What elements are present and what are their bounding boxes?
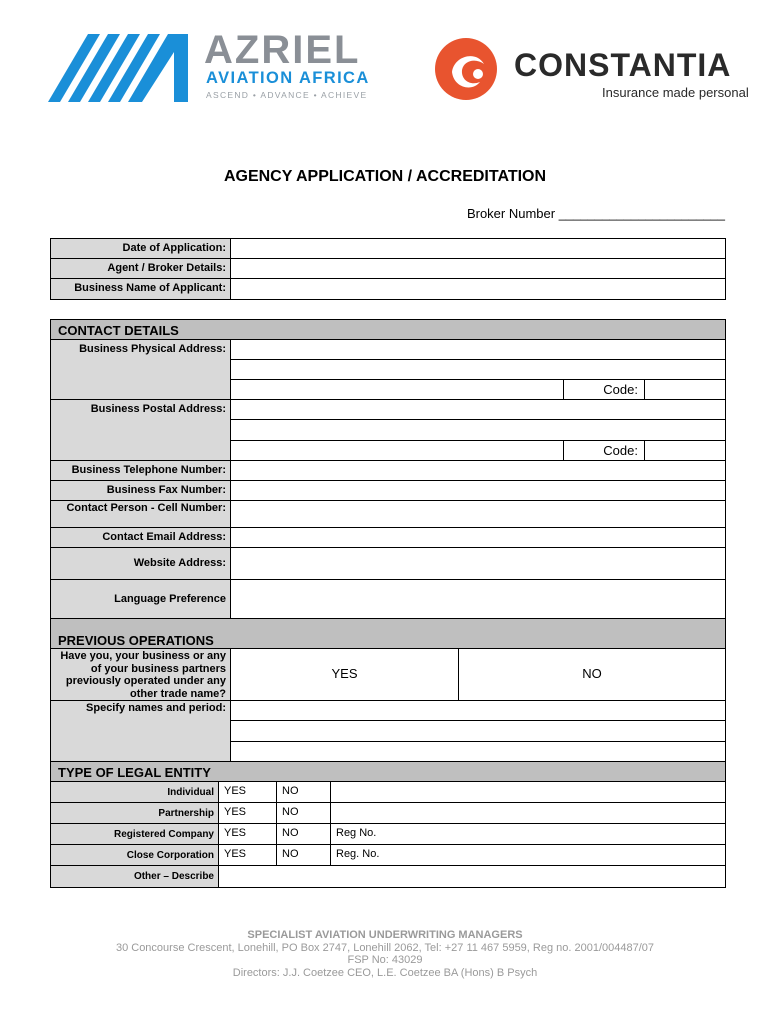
- legal-entity-other-input[interactable]: [219, 866, 725, 887]
- constantia-swirl-icon: [432, 34, 504, 104]
- footer-address: 30 Concourse Crescent, Lonehill, PO Box 2747, Lonehill 2062, Tel: +27 11 467 5959, Reg no. 2001/004487/07: [115, 941, 655, 954]
- postal-address-line-2[interactable]: [231, 420, 725, 440]
- broker-number-field[interactable]: Broker Number _______________________: [466, 206, 725, 221]
- contact-details-heading: CONTACT DETAILS: [50, 319, 726, 339]
- language-label: Language Preference: [51, 580, 231, 618]
- previous-operations-section: [50, 618, 726, 762]
- telephone-input[interactable]: [231, 461, 725, 480]
- legal-entity-no-option[interactable]: NO: [277, 803, 331, 823]
- previous-operations-yes-option[interactable]: YES: [231, 649, 459, 700]
- postal-address-label: Business Postal Address:: [51, 400, 231, 460]
- azriel-logo: [48, 30, 393, 105]
- constantia-logo: [432, 34, 762, 104]
- previous-operations-question: Have you, your business or any of your business partners previously operated under any other trade name?: [51, 649, 231, 700]
- email-input[interactable]: [231, 528, 725, 547]
- legal-entity-no-option[interactable]: NO: [277, 845, 331, 865]
- website-label: Website Address:: [51, 548, 231, 579]
- legal-entity-row: [51, 803, 725, 824]
- physical-address-line-2[interactable]: [231, 360, 725, 380]
- business-name-input[interactable]: [231, 279, 725, 299]
- physical-address-line-1[interactable]: [231, 340, 725, 360]
- date-of-application-input[interactable]: [231, 239, 725, 258]
- website-input[interactable]: [231, 548, 725, 579]
- specify-names-line-3[interactable]: [231, 742, 725, 761]
- legal-entity-extra[interactable]: Reg No.: [336, 827, 377, 839]
- agent-broker-details-input[interactable]: [231, 259, 725, 278]
- legal-entity-yes-option[interactable]: YES: [219, 803, 277, 823]
- email-label: Contact Email Address:: [51, 528, 231, 547]
- legal-entity-other-row: [51, 866, 725, 887]
- legal-entity-other-label: Other – Describe: [51, 866, 219, 887]
- contact-details-section: [50, 319, 726, 619]
- azriel-subtitle: AVIATION AFRICA: [206, 69, 370, 87]
- legal-entity-extra[interactable]: [331, 782, 725, 802]
- constantia-name: CONSTANTIA: [514, 47, 732, 83]
- physical-address-label: Business Physical Address:: [51, 340, 231, 399]
- legal-entity-row: [51, 824, 725, 845]
- business-name-label: Business Name of Applicant:: [51, 279, 231, 299]
- language-input[interactable]: [231, 580, 725, 618]
- legal-entity-yes-option[interactable]: YES: [219, 845, 277, 865]
- legal-entity-label: Individual: [51, 782, 219, 802]
- legal-entity-row: [51, 782, 725, 803]
- legal-entity-label: Partnership: [51, 803, 219, 823]
- fax-label: Business Fax Number:: [51, 481, 231, 500]
- physical-address-line-3[interactable]: [231, 380, 563, 399]
- telephone-label: Business Telephone Number:: [51, 461, 231, 480]
- specify-names-line-1[interactable]: [231, 701, 725, 721]
- legal-entity-label: Registered Company: [51, 824, 219, 844]
- postal-code-input[interactable]: [645, 441, 725, 460]
- document-title: AGENCY APPLICATION / ACCREDITATION: [223, 168, 547, 185]
- postal-code-label: Code:: [563, 441, 645, 460]
- legal-entity-no-option[interactable]: NO: [277, 824, 331, 844]
- cell-number-label: Contact Person - Cell Number:: [51, 501, 231, 527]
- footer: [0, 929, 770, 979]
- azriel-stripes-icon: [48, 30, 198, 105]
- postal-address-line-3[interactable]: [231, 441, 563, 460]
- constantia-tagline: Insurance made personal: [602, 85, 749, 100]
- legal-entity-label: Close Corporation: [51, 845, 219, 865]
- legal-entity-heading: TYPE OF LEGAL ENTITY: [50, 761, 726, 781]
- footer-directors: Directors: J.J. Coetzee CEO, L.E. Coetzee BA (Hons) B Psych: [232, 966, 538, 979]
- legal-entity-yes-option[interactable]: YES: [219, 782, 277, 802]
- fax-input[interactable]: [231, 481, 725, 500]
- legal-entity-section: [50, 761, 726, 888]
- legal-entity-row: [51, 845, 725, 866]
- cell-number-input[interactable]: [231, 501, 725, 527]
- legal-entity-extra[interactable]: Reg. No.: [336, 848, 380, 860]
- legal-entity-yes-option[interactable]: YES: [219, 824, 277, 844]
- specify-names-line-2[interactable]: [231, 721, 725, 741]
- azriel-tagline: ASCEND • ADVANCE • ACHIEVE: [206, 90, 368, 100]
- postal-address-line-1[interactable]: [231, 400, 725, 420]
- previous-operations-no-option[interactable]: NO: [582, 666, 602, 681]
- agent-broker-details-label: Agent / Broker Details:: [51, 259, 231, 278]
- previous-operations-heading: PREVIOUS OPERATIONS: [50, 618, 726, 648]
- physical-code-label: Code:: [563, 380, 645, 399]
- specify-names-label: Specify names and period:: [51, 701, 231, 761]
- footer-heading: SPECIALIST AVIATION UNDERWRITING MANAGERS: [247, 929, 523, 941]
- physical-code-input[interactable]: [645, 380, 725, 399]
- applicant-details-table: [50, 238, 726, 300]
- azriel-name: AZRIEL: [204, 28, 361, 72]
- legal-entity-extra[interactable]: [331, 803, 725, 823]
- footer-fsp: FSP No: 43029: [347, 954, 423, 966]
- date-of-application-label: Date of Application:: [51, 239, 231, 258]
- legal-entity-no-option[interactable]: NO: [277, 782, 331, 802]
